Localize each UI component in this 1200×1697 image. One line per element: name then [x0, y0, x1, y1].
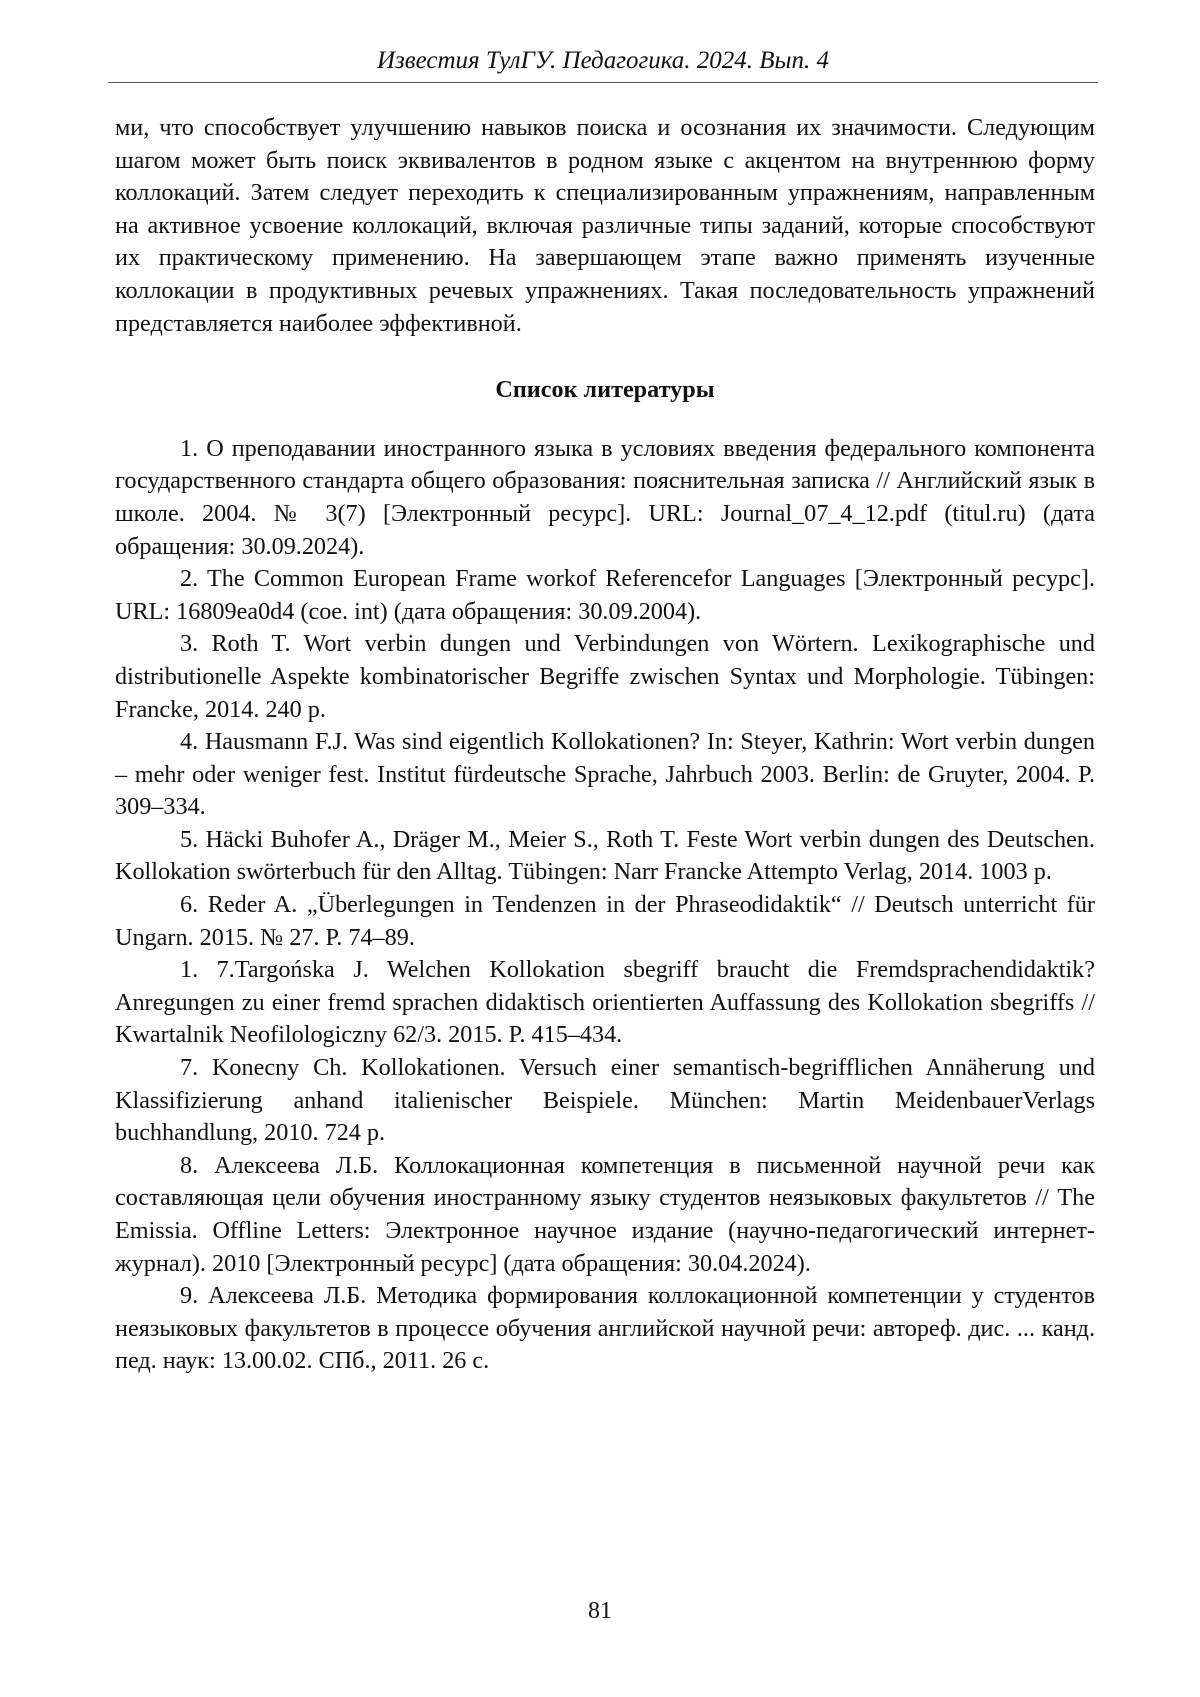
references-list	[115, 433, 1095, 1378]
reference-item: 1. О преподавании иностранного языка в условиях введения федерального компонента государственного стандарта общего образования: пояснительная записка // Английский язык в школе. 2004. № 3(7) [Электронный ресурс]. URL: Journal_07_4_12.pdf (titul.ru) (дата обращения: 30.09.2024).	[115, 434, 1095, 560]
body-paragraph: ми, что способствует улучшению навыков поиска и осознания их значимости. Следующим шагом может быть поиск эквивалентов в родном языке с акцентом на внутреннюю форму коллокаций. Затем следует переходить к специализированным упражнениям, направленным на активное усвоение коллокаций, включая различные типы заданий, которые способствуют их практическому применению. На завершающем этапе важно применять изученные коллокации в продуктивных речевых упражнениях. Такая последовательность упражнений представляется наиболее эффективной.	[115, 114, 1095, 337]
reference-item: 1. 7.Targońska J. Welchen Kollokation sbegriff braucht die Fremdsprachendidaktik? Anregungen zu einer fremd sprachen didaktisch orientierten Auffassung des Kollokation sbegriffs // Kwartalnik Neofilologiczny 62/3. 2015. P. 415–434.	[115, 956, 1095, 1049]
page-number: 81	[588, 1598, 612, 1624]
reference-item: 7. Konecny Ch. Kollokationen. Versuch einer semantisch-begrifflichen Annäherung und Klassifizierung anhand italienischer Beispiele. München: Martin MeidenbauerVerlags buchhandlung, 2010. 724 p.	[115, 1054, 1095, 1147]
reference-item: 9. Алексеева Л.Б. Методика формирования коллокационной компетенции у студентов неязыковых факультетов в процессе обучения английской научной речи: автореф. дис. ... канд. пед. наук: 13.00.02. СПб., 2011. 26 с.	[115, 1282, 1095, 1375]
page-content	[115, 112, 1095, 1378]
reference-item: 3. Roth T. Wort verbin dungen und Verbindungen von Wörtern. Lexikographische und distributionelle Aspekte kombinatorischer Begriffe zwischen Syntax und Morphologie. Tübingen: Francke, 2014. 240 p.	[115, 630, 1095, 723]
reference-item: 2. The Common European Frame workof Referencefor Languages [Электронный ресурс]. URL: 16809ea0d4 (coe. int) (дата обращения: 30.09.2004).	[115, 565, 1095, 625]
references-heading: Список литературы	[495, 376, 715, 404]
reference-item: 8. Алексеева Л.Б. Коллокационная компетенция в письменной научной речи как составляющая цели обучения иностранному языку студентов неязыковых факультетов // The Emissia. Offline Letters: Электронное научное издание (научно-педагогический интернет-журнал). 2010 [Электронный ресурс] (дата обращения: 30.04.2024).	[115, 1151, 1095, 1277]
reference-item: 5. Häcki Buhofer A., Dräger M., Meier S., Roth T. Feste Wort verbin dungen des Deutschen. Kollokation swörterbuch für den Alltag. Tübingen: Narr Francke Attempto Verlag, 2014. 1003 p.	[115, 825, 1095, 886]
reference-item: 4. Hausmann F.J. Was sind eigentlich Kollokationen? In: Steyer, Kathrin: Wort verbin dungen – mehr oder weniger fest. Institut fürdeutsche Sprache, Jahrbuch 2003. Berlin: de Gruyter, 2004. P. 309–334.	[115, 728, 1095, 821]
reference-item: 6. Reder A. „Überlegungen in Tendenzen in der Phraseodidaktik“ // Deutsch unterricht für Ungarn. 2015. № 27. P. 74–89.	[115, 891, 1095, 951]
running-header: Известия ТулГУ. Педагогика. 2024. Вып. 4	[108, 46, 1098, 83]
